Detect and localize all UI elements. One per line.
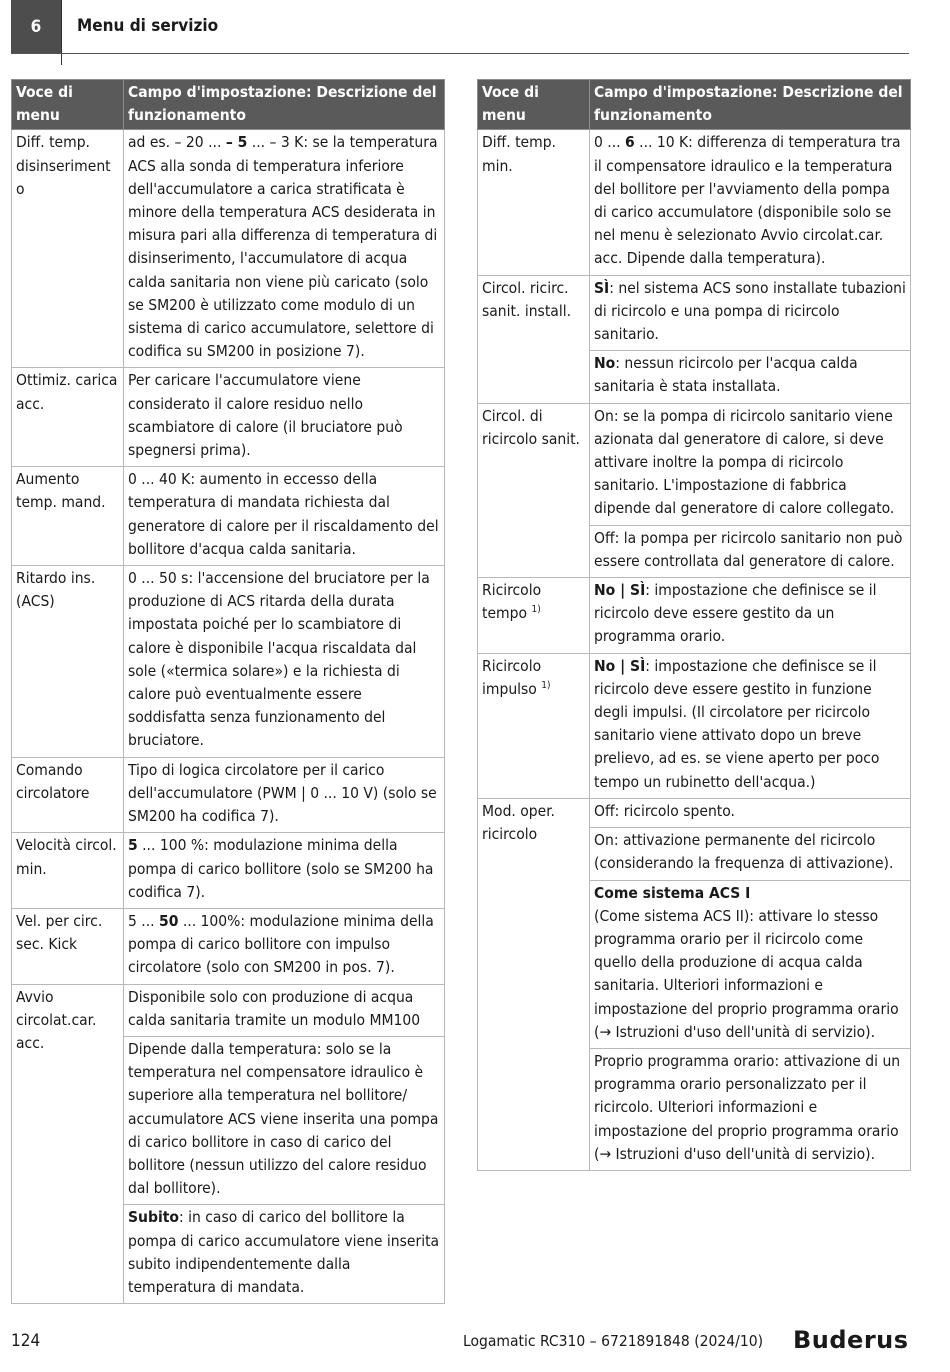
- description-text: Off: la pompa per ricircolo sanitario non può essere controllata dal generatore di calore.: [594, 528, 903, 570]
- setting-description: [590, 653, 911, 798]
- footnote-marker: 1): [531, 604, 541, 616]
- header-rule: [11, 53, 909, 54]
- menu-item-name: [12, 757, 124, 833]
- column-header-menu-item: Voce di menu: [478, 80, 590, 130]
- description-emphasis: No | SÌ: [594, 581, 646, 600]
- table-header-row: [478, 80, 911, 130]
- menu-item-label: Vel. per circ. sec. Kick: [16, 911, 103, 954]
- table-row: [478, 653, 911, 798]
- description-text: : impostazione che definisce se il ricircolo deve essere gestito in funzione degli impulsi. (Il circolatore per ricircolo sanitario viene attivato dopo un breve prelievo, ad es. se viene aperto per poco tempo un rubinetto dell'acqua.): [594, 656, 880, 791]
- menu-item-name: [478, 403, 590, 577]
- description-emphasis: 50: [159, 911, 179, 930]
- description-text: 5 ...: [128, 911, 160, 930]
- setting-description: [124, 984, 445, 1036]
- description-text: (Come sistema ACS II): attivare lo stesso programma orario per il ricircolo come quello della produzione di acqua calda sanitaria. Ulteriori informazioni e impostazione del proprio programma orario (→ Istruzioni d'uso dell'unità di servizio).: [594, 906, 899, 1041]
- table-row: [478, 130, 911, 275]
- menu-item-name: [12, 130, 124, 368]
- table-header-row: [12, 80, 445, 130]
- page-header: [0, 0, 950, 60]
- menu-item-name: [478, 578, 590, 654]
- menu-item-name: [478, 653, 590, 798]
- setting-description: [124, 1036, 445, 1204]
- description-text: On: se la pompa di ricircolo sanitario viene azionata dal generatore di calore, si deve attivare inoltre la pompa di ricircolo sanitario. L'impostazione di fabbrica dipende dal generatore di calore collegato.: [594, 406, 895, 518]
- setting-description: [124, 467, 445, 566]
- menu-item-name: [12, 368, 124, 467]
- table-row: [478, 578, 911, 654]
- description-emphasis: No | SÌ: [594, 656, 646, 675]
- table-row: [12, 368, 445, 467]
- setting-description: [590, 828, 911, 880]
- description-text: ... 10 K: differenza di temperatura tra il compensatore idraulico e la temperatura del bollitore per l'avviamento della pompa di carico accumulatore (disponibile solo se nel menu è selezionato Avvio circolat.car. acc. Dipende dalla temperatura).: [594, 133, 901, 268]
- setting-description: [124, 566, 445, 758]
- setting-description: [590, 578, 911, 654]
- menu-item-name: [12, 566, 124, 758]
- settings-table-left-body: [12, 130, 445, 1304]
- description-text: Tipo di logica circolatore per il carico dell'accumulatore (PWM | 0 ... 10 V) (solo se SM200 ha codifica 7).: [128, 760, 437, 826]
- menu-item-label: Circol. di ricircolo sanit.: [482, 406, 580, 448]
- description-text: Per caricare l'accumulatore viene considerato il calore residuo nello scambiatore di calore (il bruciatore può spegnersi prima).: [128, 371, 403, 460]
- setting-description: [590, 1048, 911, 1170]
- column-header-menu-item: Voce di menu: [12, 80, 124, 130]
- table-row: [12, 467, 445, 566]
- description-text: 0 ... 40 K: aumento in eccesso della temperatura di mandata richiesta dal generatore di calore per il riscaldamento del bollitore d'acqua calda sanitaria.: [128, 470, 439, 558]
- menu-item-name: [478, 798, 590, 1170]
- description-emphasis: – 5: [225, 133, 248, 152]
- footnote-marker: 1): [541, 679, 551, 691]
- description-text: ad es. – 20 ...: [128, 133, 226, 152]
- setting-description: [590, 880, 911, 1048]
- description-text: ... 100%: modulazione minima della pompa di carico bollitore con impulso circolatore (solo con SM200 in pos. 7).: [128, 911, 434, 977]
- setting-description: [124, 1205, 445, 1304]
- menu-item-label: Ricircolo tempo: [482, 581, 542, 623]
- settings-table-right-body: [478, 130, 911, 1171]
- menu-item-label: Aumento temp. mand.: [16, 470, 106, 512]
- table-row: [12, 130, 445, 368]
- setting-description: [590, 351, 911, 403]
- setting-description: [124, 130, 445, 368]
- chapter-number: 6: [11, 0, 61, 53]
- menu-item-name: [12, 833, 124, 909]
- table-row: [12, 908, 445, 984]
- setting-description: [590, 403, 911, 525]
- setting-description: [124, 833, 445, 909]
- menu-item-label: Velocità circol. min.: [16, 836, 117, 878]
- table-row: [478, 403, 911, 525]
- menu-item-label: Mod. oper. ricircolo: [482, 801, 555, 844]
- menu-item-label: Diff. temp. min.: [482, 133, 556, 175]
- setting-description: [590, 275, 911, 351]
- setting-description: [124, 757, 445, 833]
- description-text: : nel sistema ACS sono installate tubazioni di ricircolo e una pompa di ricircolo sanitario.: [594, 278, 906, 344]
- description-text: Disponibile solo con produzione di acqua calda sanitaria tramite un modulo MM100: [128, 987, 421, 1029]
- description-text: Off: ricircolo spento.: [594, 801, 735, 820]
- menu-item-label: Ritardo ins. (ACS): [16, 569, 96, 611]
- buderus-logo: Buderus: [793, 1326, 909, 1354]
- page-number: 124: [11, 1331, 41, 1351]
- setting-description: [590, 798, 911, 827]
- table-row: [12, 833, 445, 909]
- menu-item-label: Diff. temp. disinseriment o: [16, 133, 111, 198]
- table-row: [478, 275, 911, 351]
- document-reference: Logamatic RC310 – 6721891848 (2024/10): [463, 1332, 764, 1350]
- table-row: [478, 798, 911, 827]
- menu-item-name: [478, 130, 590, 275]
- menu-item-name: [12, 984, 124, 1304]
- description-text: ... 100 %: modulazione minima della pompa di carico bollitore (solo se SM200 ha codifica 7).: [128, 836, 434, 901]
- table-row: [12, 757, 445, 833]
- chapter-divider: [61, 0, 62, 65]
- menu-item-label: Avvio circolat.car. acc.: [16, 987, 97, 1052]
- description-text: On: attivazione permanente del ricircolo (considerando la frequenza di attivazione).: [594, 831, 894, 873]
- description-text: 0 ... 50 s: l'accensione del bruciatore per la produzione di ACS ritarda della durata impostata poiché per lo scambiatore di calore è disponibile l'acqua riscaldata dal sole («termica solare») e la richiesta di calore può eventualmente essere soddisfatta senza funzionamento del bruciatore.: [128, 569, 430, 750]
- menu-item-label: Ricircolo impulso: [482, 656, 542, 698]
- description-text: Dipende dalla temperatura: solo se la temperatura nel compensatore idraulico è superiore alla temperatura nel bollitore/ accumulatore ACS viene inserita una pompa di carico bollitore in caso di carico del bollitore (nessun utilizzo del calore residuo dal bollitore).: [128, 1039, 439, 1198]
- description-text: : in caso di carico del bollitore la pompa di carico accumulatore viene inserita subito indipendentemente dalla temperatura di mandata.: [128, 1208, 440, 1296]
- column-header-description: Campo d'impostazione: Descrizione del funzionamento: [124, 80, 445, 130]
- settings-table-right: [477, 79, 911, 1171]
- description-text: : impostazione che definisce se il ricircolo deve essere gestito da un programma orario.: [594, 581, 877, 646]
- menu-item-label: Circol. ricirc. sanit. install.: [482, 278, 572, 320]
- chapter-title: Menu di servizio: [77, 16, 219, 36]
- setting-description: [124, 368, 445, 467]
- table-row: [12, 984, 445, 1036]
- description-emphasis: Come sistema ACS I: [594, 883, 751, 902]
- description-text: ... – 3 K: se la temperatura ACS alla sonda di temperatura inferiore dell'accumulatore a carica stratificata è minore della temperatura ACS desiderata in misura pari alla differenza di temperatura di disinserimento, l'accumulatore di acqua calda sanitaria non viene più caricato (solo se SM200 è utilizzato come modulo di un sistema di carico accumulatore, selettore di codifica su SM200 in posizione 7).: [128, 133, 438, 361]
- table-row: [12, 566, 445, 758]
- description-emphasis: No: [594, 354, 616, 373]
- menu-item-name: [478, 275, 590, 403]
- description-emphasis: 5: [128, 836, 138, 855]
- column-header-description: Campo d'impostazione: Descrizione del funzionamento: [590, 80, 911, 130]
- menu-item-name: [12, 908, 124, 984]
- settings-table-left: [11, 79, 445, 1304]
- menu-item-label: Comando circolatore: [16, 760, 90, 802]
- menu-item-name: [12, 467, 124, 566]
- description-text: : nessun ricircolo per l'acqua calda sanitaria è stata installata.: [594, 354, 858, 396]
- description-text: 0 ...: [594, 133, 626, 152]
- setting-description: [590, 130, 911, 275]
- description-emphasis: 6: [625, 133, 635, 152]
- description-text: Proprio programma orario: attivazione di un programma orario personalizzato per il ricircolo. Ulteriori informazioni e impostazione del proprio programma orario (→ Istruzioni d'uso dell'unità di servizio).: [594, 1051, 901, 1163]
- setting-description: [124, 908, 445, 984]
- description-emphasis: Subito: [128, 1208, 179, 1227]
- description-emphasis: SÌ: [594, 278, 610, 297]
- menu-item-label: Ottimiz. carica acc.: [16, 371, 118, 413]
- setting-description: [590, 525, 911, 577]
